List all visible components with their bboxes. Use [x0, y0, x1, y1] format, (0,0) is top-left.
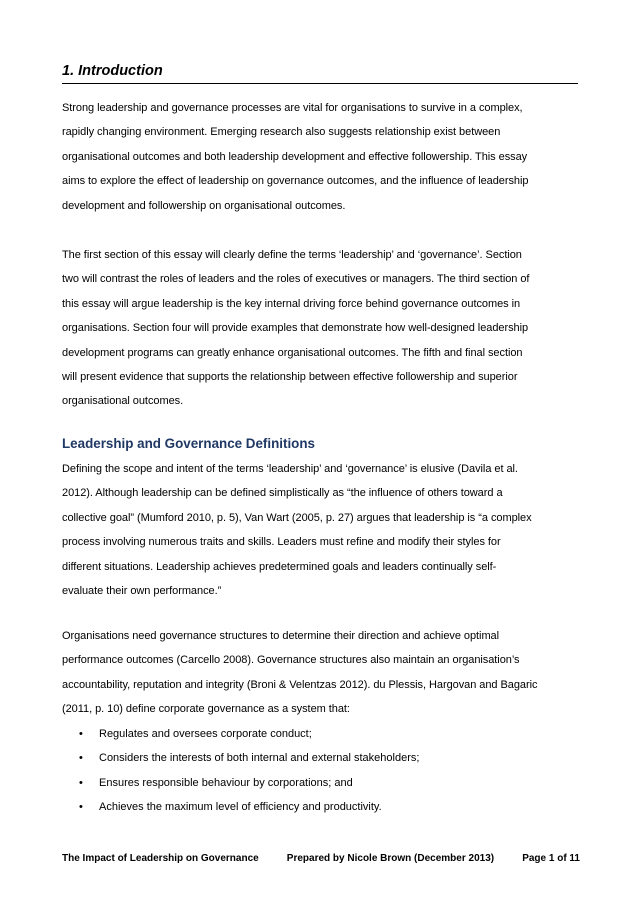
text-line: Strong leadership and governance processes are vital for organisations to survive in a complex, [62, 102, 523, 114]
text-line: development programs can greatly enhance organisational outcomes. The fifth and final section [62, 346, 523, 359]
list-item-text: Considers the interests of both internal and external stakeholders; [99, 752, 420, 765]
text-line: two will contrast the roles of leaders and the roles of executives or managers. The third section of [62, 273, 530, 286]
section-heading-introduction: 1. Introduction [62, 63, 578, 84]
list-item [62, 722, 582, 746]
list-item [62, 771, 582, 795]
definitions-paragraph-1 [62, 457, 582, 603]
page-footer [62, 852, 580, 865]
intro-paragraph-1 [62, 96, 582, 218]
footer-author: Prepared by Nicole Brown (December 2013) [286, 853, 495, 864]
text-line: 2012). Although leadership can be defined simplistically as “the influence of others toward a [62, 487, 503, 500]
intro-paragraph-2 [62, 243, 582, 414]
text-line: accountability, reputation and integrity (Broni & Velentzas 2012). du Plessis, Hargovan and Bagaric [62, 678, 538, 691]
text-line: different situations. Leadership achieves predetermined goals and leaders continually self- [62, 560, 497, 573]
text-line: process involving numerous traits and skills. Leaders must refine and modify their styles for [62, 536, 501, 549]
definitions-paragraph-2 [62, 624, 582, 722]
footer-document-title: The Impact of Leadership on Governance [62, 853, 259, 864]
list-item [62, 746, 582, 770]
text-line: evaluate their own performance.” [62, 584, 222, 597]
governance-bullet-list [62, 722, 582, 820]
text-line: (2011, p. 10) define corporate governance as a system that: [62, 703, 350, 716]
bullet-icon: • [79, 728, 83, 740]
subheading-definitions: Leadership and Governance Definitions [62, 436, 315, 451]
text-line: organisational outcomes and both leadership development and effective followership. This essay [62, 150, 528, 163]
text-line: collective goal” (Mumford 2010, p. 5), Van Wart (2005, p. 27) argues that leadership is “a complex [62, 511, 532, 524]
text-line: rapidly changing environment. Emerging research also suggests relationship exist between [62, 126, 501, 139]
bullet-icon: • [79, 752, 83, 765]
list-item-text: Achieves the maximum level of efficiency and productivity. [99, 801, 382, 814]
text-line: aims to explore the effect of leadership on governance outcomes, and the influence of leadership [62, 175, 529, 188]
text-line: will present evidence that supports the relationship between effective followership and superior [62, 370, 518, 383]
list-item [62, 795, 582, 819]
text-line: development and followership on organisational outcomes. [62, 199, 346, 212]
text-line: this essay will argue leadership is the key internal driving force behind governance outcomes in [62, 297, 521, 310]
text-line: organisations. Section four will provide examples that demonstrate how well-designed leadership [62, 322, 529, 335]
text-line: organisational outcomes. [62, 395, 184, 408]
text-line: performance outcomes (Carcello 2008). Governance structures also maintain an organisation’s [62, 654, 520, 667]
text-line: Defining the scope and intent of the terms ‘leadership’ and ‘governance’ is elusive (Davila et al. [62, 463, 518, 475]
list-item-text: Regulates and oversees corporate conduct; [99, 728, 312, 740]
list-item-text: Ensures responsible behaviour by corporations; and [99, 776, 353, 789]
footer-page-number: Page 1 of 11 [522, 853, 580, 864]
bullet-icon: • [79, 801, 83, 814]
text-line: Organisations need governance structures to determine their direction and achieve optimal [62, 630, 500, 642]
text-line: The first section of this essay will clearly define the terms ‘leadership’ and ‘governance’. Section [62, 249, 522, 261]
bullet-icon: • [79, 776, 83, 789]
